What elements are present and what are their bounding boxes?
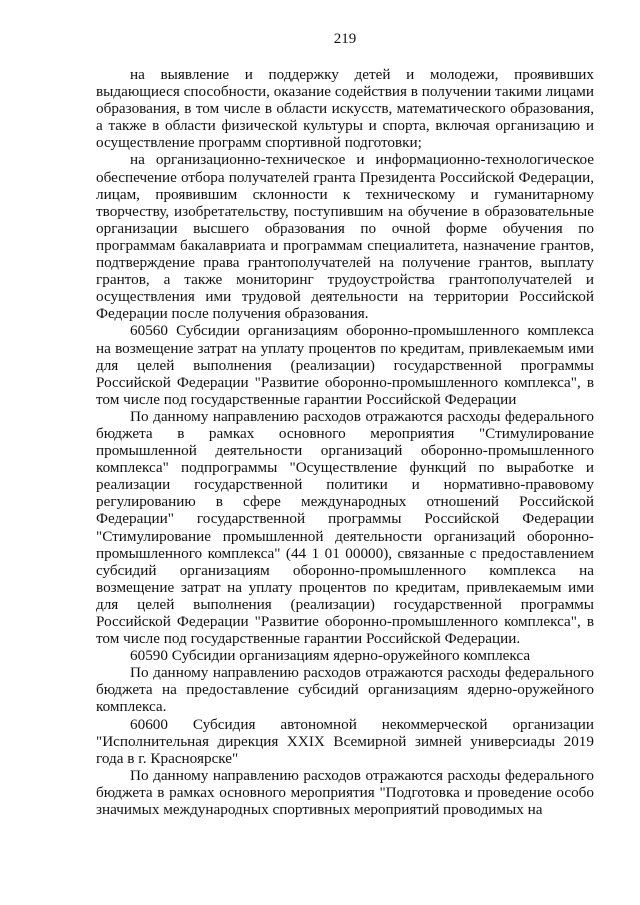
- page-number: 219: [333, 31, 357, 47]
- paragraph-60560-heading: 60560 Субсидии организациям оборонно-промышленного комплекса на возмещение затрат на уплату процентов по кредитам, привлекаемым ими для целей выполнения (реализации) государственной программы Российской Федерации "Развитие оборонно-промышленного комплекса", в том числе под государственные гарантии Российской Федерации: [96, 322, 594, 408]
- paragraph-60600-description: По данному направлению расходов отражаются расходы федерального бюджета в рамках основного мероприятия "Подготовка и проведение особо значимых международных спортивных мероприятий проводимых на: [96, 766, 594, 819]
- paragraph-60600-heading: 60600 Субсидия автономной некоммерческой организации "Исполнительная дирекция XXIX Всемирной зимней универсиады 2019 года в г. Красноярске": [96, 715, 594, 767]
- paragraph-support-gifted-youth: на выявление и поддержку детей и молодежи, проявивших выдающиеся способности, оказание содействия в получении такими лицами образования, в том числе в области искусств, математического образования, а также в области физической культуры и спорта, включая организацию и осуществление программ спортивной подготовки;: [96, 66, 594, 152]
- paragraph-60560-description: По данному направлению расходов отражаются расходы федерального бюджета в рамках основного мероприятия "Стимулирование промышленной деятельности организаций оборонно-промышленного комплекса" подпрограммы "Осуществление функций по выработке и реализации государственной политики и нормативно-правовому регулированию в сфере международных отношений Российской Федерации" государственной программы Российской Федерации "Стимулирование промышленной деятельности организаций оборонно-промышленного комплекса" (44 1 01 00000), связанные с предоставлением субсидий организациям оборонно-промышленного комплекса на возмещение затрат на уплату процентов по кредитам, привлекаемым ими для целей выполнения (реализации) государственной программы Российской Федерации "Развитие оборонно-промышленного комплекса", в том числе под государственные гарантии Российской Федерации.: [96, 407, 594, 648]
- paragraph-grant-selection: на организационно-техническое и информационно-технологическое обеспечение отбора получателей гранта Президента Российской Федерации, лицам, проявившим склонности к техническому и гуманитарному творчеству, изобретательству, поступившим на обучение в образовательные организации высшего образования по очной форме обучения по программам бакалавриата и программам специалитета, назначение грантов, подтверждение права грантополучателей на получение грантов, выплату грантов, а также мониторинг трудоустройства грантополучателей и осуществления ими трудовой деятельности на территории Российской Федерации после получения образования.: [96, 151, 594, 323]
- paragraph-60590-heading: 60590 Субсидии организациям ядерно-оружейного комплекса: [130, 647, 531, 665]
- paragraph-60590-description: По данному направлению расходов отражаются расходы федерального бюджета на предоставление субсидий организациям ядерно-оружейного комплекса.: [96, 664, 594, 716]
- document-page: [96, 30, 594, 818]
